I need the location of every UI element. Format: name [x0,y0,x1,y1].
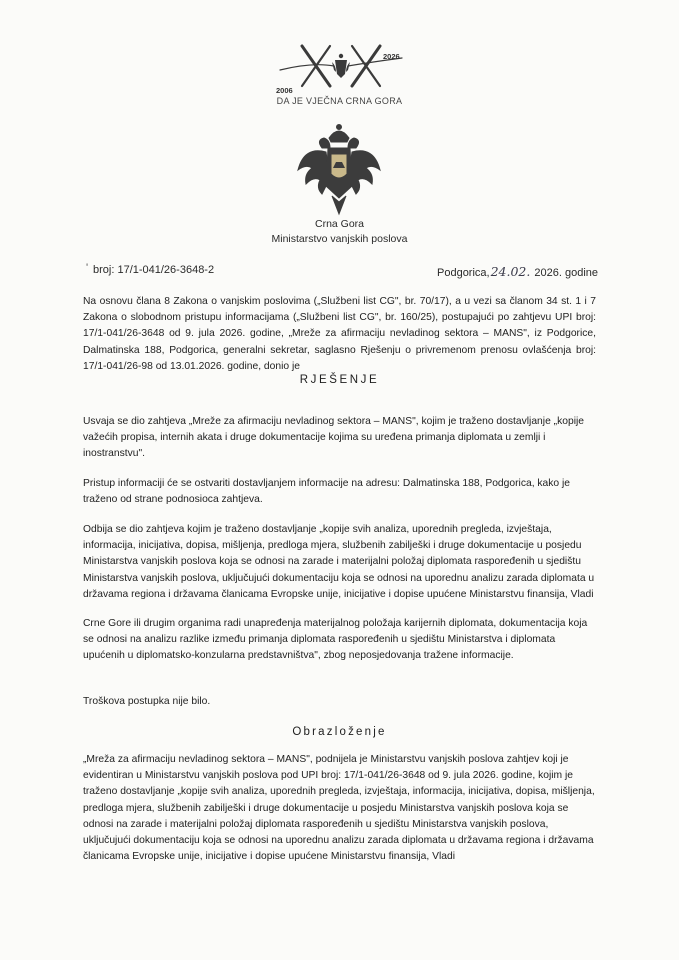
place: Podgorica, [437,267,490,279]
handwritten-date: 24.02. [490,264,531,279]
year-end-label: 2026 [383,52,400,61]
coat-of-arms-icon [296,122,382,218]
decision-paragraph-1: Usvaja se dio zahtjeva „Mreže za afirmaciju nevladinog sektora – MANS", kojim je traženo dostavljanje „kopije važećih propisa, internih akata i druge dokumentacije kojima su uređena primanja diplomata u zemlji i inostranstvu". [83,416,584,460]
motto: DA JE VJEČNA CRNA GORA [276,96,403,106]
decision-paragraph-2: Pristup informaciji će se ostvariti dostavljanjem informacije na adresu: Dalmatinska 188, Podgorica, kako je traženo od strane podnosioca zahtjeva. [83,478,571,506]
issuer-country: Crna Gora [314,218,365,230]
anniversary-xx-emblem-icon [272,40,412,92]
reasoning-title: Obrazloženje [292,726,387,738]
intro-paragraph: Na osnovu člana 8 Zakona o vanjskim poslovima („Službeni list CG", br. 70/17), a u vezi sa članom 34 st. 1 i 7 Zakona o slobodnom pristupu informacijama („Službeni list CG", br. 160/25), postupajući po zahtjevu UPI broj: 17/1-041/26-3648 od 9. jula 2026. godine, „Mreže za afirmaciju nevladinog sektora – MANS", iz Podgorice, Dalmatinska 188, Podgorica, generalni sekretar, saglasno Rješenju o privremenom prenosu ovlašćenja broj: 17/1-041/26-98 od 13.01.2026. godine, donio je [83,296,596,372]
issuer-ministry: Ministarstvo vanjskih poslova [271,233,408,245]
decision-title: RJEŠENJE [299,374,380,386]
decision-paragraph-3a: Odbija se dio zahtjeva kojim je traženo dostavljanje „kopije svih analiza, uporednih pregleda, izvještaja, informacija, inicijativa, dopisa, mišljenja, predloga mjera, službenih zabilješki i druge dokumentacije u posjedu Ministarstva vanjskih poslova koja se odnosi na zarade i materijalni položaj diplomata raspoređenih u sjedištu Ministarstva vanjskih poslova, uključujući dokumentaciju koja se odnosi na uporednu analizu zarada diplomata u državama regiona i državama članicama Evropske unije, inicijative i dopise upućene Ministarstvu finansija, Vladi [83,524,595,600]
year-start-label: 2006 [276,86,293,95]
decision-paragraph-4: Troškova postupka nije bilo. [83,696,211,707]
reasoning-paragraph: „Mreža za afirmaciju nevladinog sektora – MANS", podnijela je Ministarstvu vanjskih poslova zahtjev koji je evidentiran u Ministarstvu vanjskih poslova pod UPI broj: 17/1-041/26-3648 od 9. jula 2026. godine, kojim je traženo dostavljanje „kopije svih analiza, uporednih pregleda, izvještaja, informacija, inicijativa, dopisa, mišljenja, predloga mjera, službenih zabilješki i druge dokumentacije u posjedu Ministarstva vanjskih poslova koja se odnosi na zarade i materijalni položaj diplomata raspoređenih u sjedištu Ministarstva vanjskih poslova, uključujući dokumentaciju koja se odnosi na uporednu analizu zarada diplomata u državama regiona i državama članicama Evropske unije, inicijative i dopise upućene Ministarstvu finansija, Vladi [83,754,595,863]
scan-mark: ' [86,262,89,274]
anniversary-logo [0,40,679,112]
date-year: 2026. godine [534,267,599,279]
dateline [437,264,598,279]
reference-number: broj: 17/1-041/26-3648-2 [93,264,215,276]
decision-paragraph-3b: Crne Gore ili drugim organima radi unapređenja materijalnog položaja karijernih diplomata, dokumentacija koja se odnosi na analizu razlike između primanja diplomata raspoređenih u sjedištu Ministarstva i diplomata upućenih u diplomatsko-konzularna predstavništva", zbog neposjedovanja tražene informacije. [83,618,588,662]
